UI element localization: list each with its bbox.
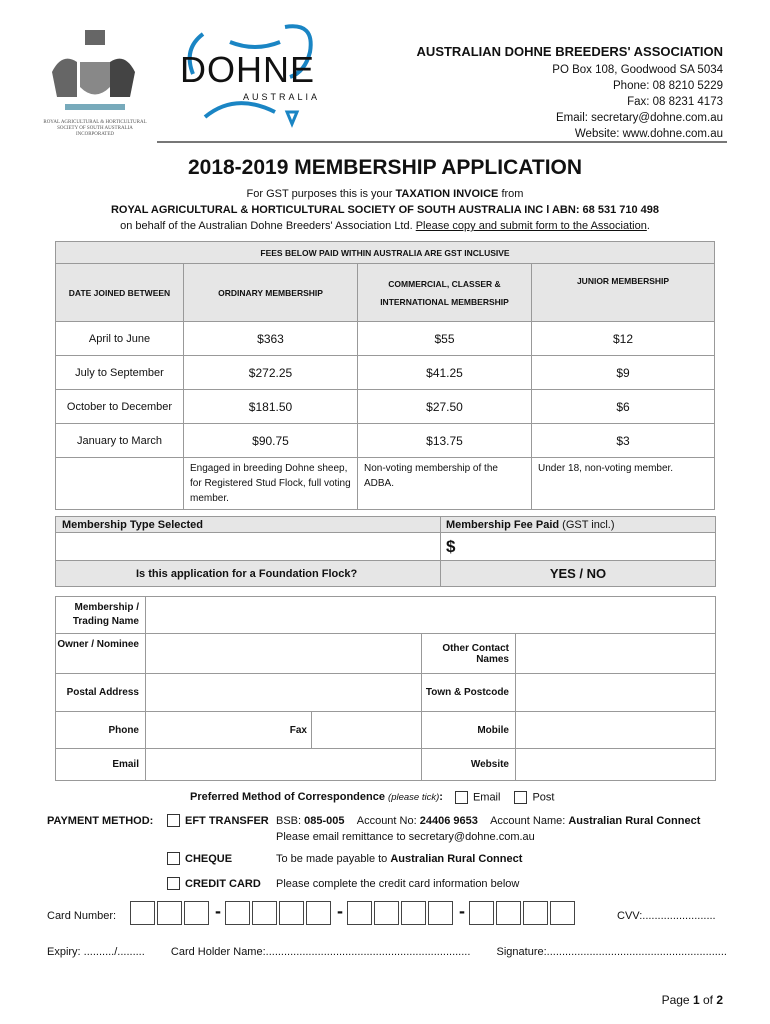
membership-fee-label: Membership Fee Paid (GST incl.) [441,517,716,533]
website-field[interactable] [516,749,716,781]
abn-line: ROYAL AGRICULTURAL & HORTICULTURAL SOCIETY OF SOUTH AUSTRALIA INC l ABN: 68 531 710 498 [110,204,660,216]
dohne-australia-logo [175,22,335,134]
phone: Phone: 08 8210 5229 [613,80,723,92]
email-field[interactable] [146,749,422,781]
credit-card-checkbox[interactable]: CREDIT CARD [167,877,261,890]
trading-name-field[interactable] [146,597,716,634]
card-expiry-row [47,946,727,958]
card-number-label: Card Number: [47,910,117,922]
dohne-logo-wordmark: DOHNE [180,49,316,90]
eft-checkbox[interactable]: EFT TRANSFER [167,814,269,827]
fee-row: October to December $181.50 $27.50 $6 [56,390,715,424]
cheque-checkbox[interactable]: CHEQUE [167,852,232,865]
email: Email: secretary@dohne.com.au [556,112,723,124]
foundation-flock-yes-no[interactable]: YES / NO [441,561,716,587]
eft-details: BSB: 085-005 Account No: 24406 9653 Account Name: Australian Rural Connect [276,815,701,827]
foundation-flock-question: Is this application for a Foundation Flock? [56,561,441,587]
town-postcode-field[interactable] [516,674,716,712]
card-number-boxes[interactable]: - - - [130,901,577,928]
signature-field[interactable]: Signature:........................................................... [496,946,727,958]
rahs-crest-logo [40,22,150,142]
page-number: Page 1 of 2 [661,993,723,1007]
expiry-field[interactable]: Expiry: ........../......... [47,946,145,958]
fee-notes-row: Engaged in breeding Dohne sheep, for Registered Stud Flock, full voting member. Non-voting membership of the ADBA. Under 18, non-voting member. [56,458,715,510]
membership-fee-field[interactable]: $ [441,533,716,561]
behalf-line: on behalf of the Australian Dohne Breeders' Association Ltd. Please copy and submit form to the Association. [120,220,650,232]
correspondence-row [190,789,554,805]
other-contacts-field[interactable] [516,634,716,674]
post-checkbox[interactable]: Post [514,791,554,804]
correspondence-label: Preferred Method of Correspondence (please tick): [190,791,443,803]
fax: Fax: 08 8231 4173 [627,96,723,108]
postal-address-field[interactable] [146,674,422,712]
address: PO Box 108, Goodwood SA 5034 [552,64,723,76]
fee-row: April to June $363 $55 $12 [56,322,715,356]
fee-row: July to September $272.25 $41.25 $9 [56,356,715,390]
cvv-field[interactable]: CVV:........................ [617,910,716,922]
contact-details-table: Membership / Trading Name Owner / Nominee Other Contact Names Postal Address Town & Postcode Phone Fax Mobile Email Website [55,596,716,781]
email-checkbox[interactable]: Email [455,791,501,804]
page-title: 2018-2019 MEMBERSHIP APPLICATION [187,156,583,179]
payment-method-label: PAYMENT METHOD: [47,815,154,827]
website: Website: www.dohne.com.au [574,128,723,140]
owner-field[interactable] [146,634,422,674]
remittance-note: Please email remittance to secretary@dohne.com.au [276,831,535,843]
membership-type-label: Membership Type Selected [56,517,441,533]
card-holder-field[interactable]: Card Holder Name:................................................................... [170,946,471,958]
gst-intro: For GST purposes this is your TAXATION INVOICE from [246,188,524,200]
credit-card-note: Please complete the credit card information below [276,878,520,890]
rahs-logo-text: ROYAL AGRICULTURAL & HORTICULTURAL SOCIETY OF SOUTH AUSTRALIA INCORPORATED [43,120,147,137]
mobile-field[interactable] [516,712,716,749]
fee-row: January to March $90.75 $13.75 $3 [56,424,715,458]
membership-selection-table [55,516,716,587]
association-name: AUSTRALIAN DOHNE BREEDERS' ASSOCIATION [416,44,723,59]
dohne-logo-subtitle: AUSTRALIA [243,92,321,102]
fax-field[interactable] [312,712,422,749]
fees-table: FEES BELOW PAID WITHIN AUSTRALIA ARE GST INCLUSIVE DATE JOINED BETWEEN ORDINARY MEMBERSHIP COMMERCIAL, CLASSER & INTERNATIONAL MEMBERSHIP JUNIOR MEMBERSHIP April to June $363 $55 $12 July to September $272.25 $41.25 $9 October to December $181.50 $27.50 $6 January to March $90.75 $13.75 $3 Engaged in breeding Dohne sheep, for Registered Stud Flock, full voting member. Non-voting membership of the ADBA. Under 18, non-voting member. [55,241,715,510]
phone-field[interactable]: Fax [146,712,312,749]
membership-type-field[interactable] [56,533,441,561]
cheque-note: To be made payable to Australian Rural Connect [276,853,523,865]
